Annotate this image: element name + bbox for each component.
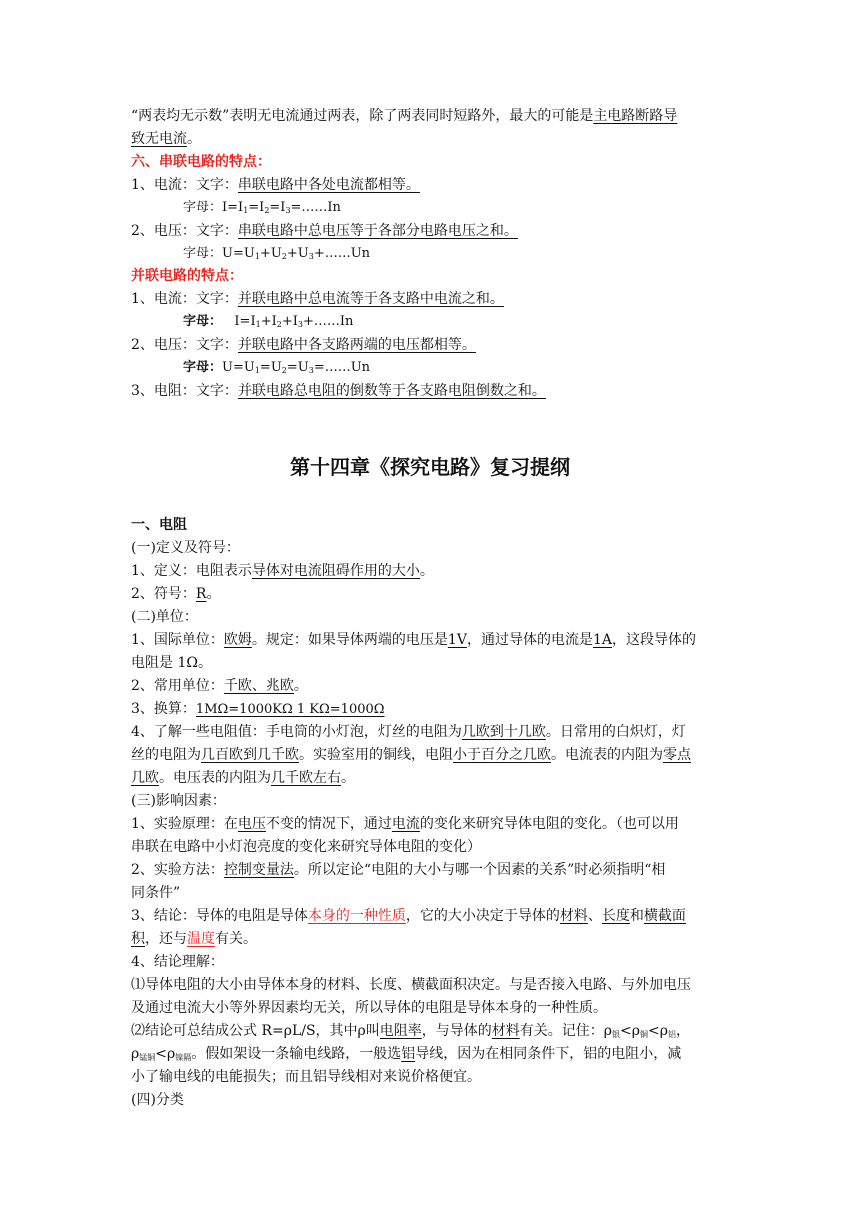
- section-heading-resistance: 一、电阻: [131, 517, 187, 533]
- sub: 镍隔: [175, 1053, 192, 1062]
- f-sub: 1: [243, 206, 249, 215]
- rule-text: 串联电路中总电压等于各部分电路电压之和。: [237, 223, 518, 239]
- t-u: 积: [131, 931, 145, 947]
- si-unit-line: [131, 629, 731, 651]
- f: U=U: [222, 360, 255, 375]
- t: 。: [341, 770, 355, 786]
- series-heading: 六、串联电路的特点：: [131, 154, 271, 170]
- f-sub: 1: [254, 366, 260, 375]
- f: +U: [286, 246, 309, 261]
- subsection-units: (二)单位：: [131, 609, 198, 625]
- understanding-heading: 4、结论理解：: [131, 954, 224, 970]
- t: 3、换算：: [131, 701, 196, 717]
- t-u: 控制变量法: [223, 862, 294, 878]
- method-line-1: [131, 859, 731, 881]
- intro-underline-2: 致无电流: [131, 131, 187, 147]
- label: 2、电压：文字：: [131, 337, 238, 353]
- f: =……In: [290, 200, 341, 215]
- rule-text: 串联电路中各处电流都相等。: [237, 177, 420, 193]
- series-current-formula: [183, 197, 783, 222]
- definition-line: [131, 560, 731, 582]
- parallel-current: [131, 288, 731, 310]
- rule-text: 并联电路中总电流等于各支路中电流之和。: [237, 291, 504, 307]
- sub: 银: [612, 1030, 621, 1039]
- f-sub: 2: [264, 206, 270, 215]
- f: +U: [259, 246, 282, 261]
- t: <ρ: [155, 1046, 176, 1062]
- principle-line-2: 串联在电路中小灯泡亮度的变化来研究导体电阻的变化）: [131, 839, 481, 855]
- understanding-1-line-1: ⑴导体电阻的大小由导体本身的材料、长度、横截面积决定。与是否接入电路、与外加电压: [131, 977, 691, 993]
- t-u: 电阻率: [379, 1023, 422, 1039]
- parallel-current-formula: [183, 311, 783, 336]
- f: I=I: [222, 200, 244, 215]
- t: 1、国际单位：: [131, 632, 224, 648]
- t: 。: [206, 586, 221, 602]
- t: 。日常用的白炽灯，灯: [545, 724, 686, 740]
- t: 2、实验方法：: [131, 862, 224, 878]
- known-values-line-2: [131, 744, 731, 766]
- conclusion-line-1: [131, 905, 731, 927]
- f-sub: 2: [276, 320, 282, 329]
- t: ，这段导体的: [611, 632, 696, 648]
- t: 的变化来研究导体电阻的变化。（也可以用: [419, 816, 679, 832]
- t: 和: [629, 908, 644, 924]
- si-unit-line-2: 电阻是 1Ω。: [131, 655, 212, 671]
- label: 3、电阻：文字：: [131, 383, 238, 399]
- t-red: 本身的一种性质: [307, 908, 406, 924]
- f-sub: 2: [281, 366, 287, 375]
- t: <ρ: [648, 1023, 668, 1039]
- sub: 铝: [667, 1030, 676, 1039]
- t: 。规定：如果导体两端的电压是: [251, 632, 448, 648]
- formula-label: 字母：: [183, 360, 223, 375]
- t-u: 材料: [491, 1023, 520, 1039]
- f-sub: 1: [255, 320, 261, 329]
- formula-label: 字母：: [183, 200, 223, 215]
- f-sub: 3: [308, 252, 314, 261]
- t-u: 长度: [601, 908, 630, 924]
- t: 有关。记住：ρ: [519, 1023, 613, 1039]
- known-values-line-1: [131, 721, 731, 743]
- t-u: 电流: [391, 816, 420, 832]
- f-sub: 1: [254, 252, 260, 261]
- t-u: 几百欧到几千欧: [201, 747, 299, 763]
- intro-text-2: 。: [187, 131, 201, 147]
- known-values-line-3: [131, 767, 731, 789]
- f: =I: [248, 200, 265, 215]
- understanding-2-line-3: 小了输电线的电能损失；而且铝导线相对来说价格便宜。: [131, 1069, 481, 1085]
- understanding-1-line-2: 及通过电流大小等外界因素均无关，所以导体的电阻是导体本身的一种性质。: [131, 1000, 607, 1016]
- t: 2、常用单位：: [131, 678, 224, 694]
- f: +I: [281, 314, 298, 329]
- t: 。: [419, 563, 434, 579]
- formula-label: 字母：: [183, 246, 223, 261]
- t: ，与导体的: [421, 1023, 492, 1039]
- f: =……Un: [313, 360, 371, 375]
- t-u: 1MΩ=1000KΩ 1 KΩ=1000Ω: [195, 702, 385, 717]
- t-u: 小于百分之几欧: [453, 747, 551, 763]
- common-unit-line: [131, 675, 731, 697]
- f: =U: [286, 360, 309, 375]
- symbol-line: [131, 583, 731, 605]
- f: U=U: [222, 246, 255, 261]
- subsection-factors: (三)影响因素：: [131, 793, 226, 809]
- t-u: 几欧到十几欧: [461, 724, 546, 740]
- parallel-voltage: [131, 334, 731, 356]
- t: 、: [587, 908, 602, 924]
- t: 丝的电阻为: [131, 747, 201, 763]
- t-u: 几千欧左右: [271, 770, 341, 786]
- f: I=I: [234, 314, 256, 329]
- t: 不变的情况下，通过: [265, 816, 392, 832]
- f-sub: 2: [281, 252, 287, 261]
- method-line-2: 同条件”: [131, 885, 181, 901]
- f-sub: 3: [308, 366, 314, 375]
- t: 有关。: [215, 931, 257, 947]
- t-u: 材料: [559, 908, 588, 924]
- t: 。实验室用的铜线，电阻: [299, 747, 453, 763]
- f: +……Un: [313, 246, 371, 261]
- rule-text: 并联电路总电阻的倒数等于各支路电阻倒数之和。: [237, 383, 546, 399]
- t: ，它的大小决定于导体的: [405, 908, 560, 924]
- sub: 锰铜: [139, 1053, 156, 1062]
- f: +I: [260, 314, 277, 329]
- rule-text: 并联电路中各支路两端的电压都相等。: [237, 337, 476, 353]
- chapter-title: 第十四章《探究电路》复习提纲: [290, 455, 570, 479]
- t: <ρ: [620, 1023, 640, 1039]
- sub: 铜: [640, 1030, 648, 1039]
- t: 1、定义：电阻表示: [131, 563, 252, 579]
- t-u: 导体对电流阻碍作用的大小: [251, 563, 420, 579]
- f: +……In: [302, 314, 354, 329]
- t-u: 1V: [447, 632, 467, 648]
- t-u: 横截面: [643, 908, 686, 924]
- principle-line-1: [131, 813, 731, 835]
- conversion-line: [131, 698, 731, 721]
- parallel-voltage-formula: [183, 357, 783, 382]
- t: 。: [293, 678, 308, 694]
- t: 。所以定论“电阻的大小与哪一个因素的关系”时必须指明“相: [293, 862, 666, 878]
- t-u: 欧姆: [223, 632, 252, 648]
- t: 1、实验原理：在: [131, 816, 238, 832]
- t-u: R: [195, 586, 207, 602]
- series-voltage: [131, 220, 731, 242]
- parallel-resistance: [131, 380, 731, 402]
- t-u: 零点: [663, 747, 691, 763]
- t-u: 电压: [237, 816, 266, 832]
- t-u: 1A: [592, 632, 612, 648]
- t: 2、符号：: [131, 586, 196, 602]
- t: ，: [675, 1023, 690, 1039]
- subsection-definition: (一)定义及符号：: [131, 540, 240, 556]
- label: 2、电压：文字：: [131, 223, 238, 239]
- t-u: 千欧、兆欧: [223, 678, 294, 694]
- parallel-heading: 并联电路的特点：: [131, 268, 243, 284]
- intro-text: “两表均无示数”表明无电流通过两表，除了两表同时短路外，最大的可能是: [131, 108, 594, 124]
- t-red: 温度: [187, 931, 215, 947]
- t: ρ: [131, 1046, 140, 1062]
- t: 。假如架设一条输电线路，一般选: [191, 1046, 402, 1062]
- f-sub: 3: [285, 206, 291, 215]
- series-current: [131, 174, 731, 196]
- subsection-classification: (四)分类: [131, 1092, 184, 1108]
- t: 4、了解一些电阻值：手电筒的小灯泡，灯丝的电阻为: [131, 724, 462, 740]
- t-u: 几欧: [131, 770, 159, 786]
- t: 。电流表的内阻为: [551, 747, 663, 763]
- f-sub: 3: [297, 320, 303, 329]
- t: 3、结论：导体的电阻是导体: [131, 908, 308, 924]
- label: 1、电流：文字：: [131, 177, 238, 193]
- label: 1、电流：文字：: [131, 291, 238, 307]
- t: 。电压表的内阻为: [159, 770, 271, 786]
- f: =I: [269, 200, 286, 215]
- intro-underline: 主电路断路导: [593, 108, 678, 124]
- intro-line-1: [131, 105, 731, 127]
- conclusion-line-2: [131, 928, 731, 950]
- t: ，还与: [145, 931, 187, 947]
- t-u: 铝: [401, 1046, 416, 1062]
- t: ，通过导体的电流是: [466, 632, 593, 648]
- f: =U: [259, 360, 282, 375]
- formula-label: 字母：: [183, 314, 223, 329]
- t: ⑵结论可总结成公式 R=ρL/S，其中ρ叫: [131, 1023, 380, 1039]
- t: 导线，因为在相同条件下，铝的电阻小，减: [415, 1046, 682, 1062]
- intro-line-2: [131, 128, 731, 150]
